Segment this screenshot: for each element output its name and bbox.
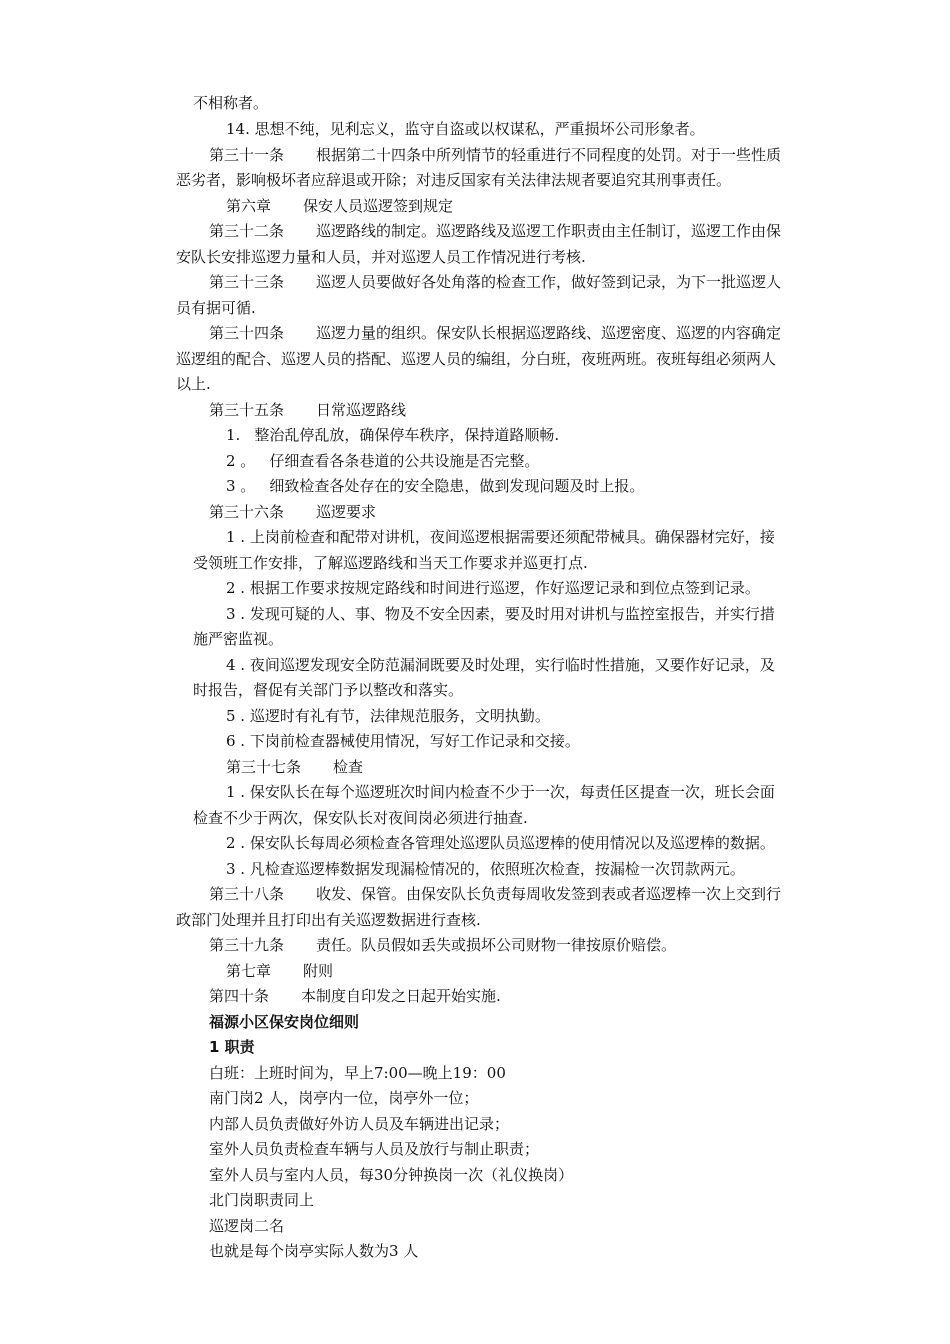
list-item: 3 。 细致检查各处存在的安全隐患，做到发现问题及时上报。	[226, 477, 645, 495]
article-31: 第三十一条 根据第二十四条中所列情节的轻重进行不同程度的处罚。对于一些性质	[209, 146, 782, 164]
text-line: 巡逻组的配合、巡逻人员的搭配、巡逻人员的编组，分白班，夜班两班。夜班每组必须两人	[176, 350, 777, 368]
text-line: 恶劣者，影响极坏者应辞退或开除；对违反国家有关法律法规者要追究其刑事责任。	[176, 171, 732, 189]
article-36: 第三十六条 巡逻要求	[209, 503, 377, 521]
text-line: 内部人员负责做好外访人员及车辆进出记录；	[209, 1115, 510, 1133]
text-line: 检查不少于两次，保安队长对夜间岗必须进行抽查.	[193, 809, 528, 827]
text-line: 室外人员与室内人员，每30分钟换岗一次（礼仪换岗）	[209, 1166, 574, 1184]
list-item: 3 . 发现可疑的人、事、物及不安全因素，要及时用对讲机与监控室报告，并实行措	[226, 605, 775, 623]
article-39: 第三十九条 责任。队员假如丢失或损坏公司财物一律按原价赔偿。	[209, 936, 677, 954]
text-line: 时报告，督促有关部门予以整改和落实。	[193, 681, 464, 699]
list-item: 1. 整治乱停乱放，确保停车秩序，保持道路顺畅.	[226, 426, 560, 444]
list-item: 1 . 上岗前检查和配带对讲机，夜间巡逻根据需要还须配带械具。确保器材完好，接	[226, 528, 775, 546]
text-line: 巡逻岗二名	[209, 1217, 285, 1235]
article-37: 第三十七条 检查	[226, 758, 364, 776]
chapter-heading: 第六章 保安人员巡逻签到规定	[226, 197, 454, 215]
list-item: 2 . 保安队长每周必须检查各管理处巡逻队员巡逻棒的使用情况以及巡逻棒的数据。	[226, 834, 775, 852]
list-item: 2 。 仔细查看各条巷道的公共设施是否完整。	[226, 452, 540, 470]
article-34: 第三十四条 巡逻力量的组织。保安队长根据巡逻路线、巡逻密度、巡逻的内容确定	[209, 324, 782, 342]
list-item: 5 . 巡逻时有礼有节，法律规范服务，文明执勤。	[226, 707, 550, 725]
text-line: 受领班工作安排，了解巡逻路线和当天工作要求并巡更打点.	[193, 554, 588, 572]
article-40: 第四十条 本制度自印发之日起开始实施.	[209, 987, 501, 1005]
text-line: 员有据可循.	[176, 299, 256, 317]
list-item: 4 . 夜间巡逻发现安全防范漏洞既要及时处理，实行临时性措施，又要作好记录，及	[226, 656, 775, 674]
list-item: 2 . 根据工作要求按规定路线和时间进行巡逻，作好巡逻记录和到位点签到记录。	[226, 579, 760, 597]
article-33: 第三十三条 巡逻人员要做好各处角落的检查工作，做好签到记录，为下一批巡逻人	[209, 273, 782, 291]
text-line: 白班：上班时间为，早上7:00—晚上19：00	[209, 1064, 506, 1082]
article-38: 第三十八条 收发、保管。由保安队长负责每周收发签到表或者巡逻棒一次上交到行	[209, 885, 782, 903]
section-subtitle: 1 职责	[209, 1038, 255, 1056]
text-line: 也就是每个岗亭实际人数为3 人	[209, 1242, 419, 1260]
text-line: 不相称者。	[193, 94, 269, 112]
article-35: 第三十五条 日常巡逻路线	[209, 401, 407, 419]
text-line: 14. 思想不纯，见利忘义，监守自盗或以权谋私，严重损坏公司形象者。	[226, 120, 705, 138]
list-item: 1 . 保安队长在每个巡逻班次时间内检查不少于一次，每责任区提查一次，班长会面	[226, 783, 775, 801]
list-item: 6 . 下岗前检查器械使用情况，写好工作记录和交接。	[226, 732, 580, 750]
text-line: 以上.	[176, 375, 211, 393]
text-line: 室外人员负责检查车辆与人员及放行与制止职责；	[209, 1140, 540, 1158]
list-item: 3 . 凡检查巡逻棒数据发现漏检情况的，依照班次检查，按漏检一次罚款两元。	[226, 860, 745, 878]
text-line: 安队长安排巡逻力量和人员，并对巡逻人员工作情况进行考核.	[176, 248, 586, 266]
text-line: 北门岗职责同上	[209, 1191, 315, 1209]
chapter-heading: 第七章 附则	[226, 962, 334, 980]
section-title: 福源小区保安岗位细则	[209, 1013, 360, 1031]
text-line: 政部门处理并且打印出有关巡逻数据进行查核.	[176, 911, 481, 929]
article-32: 第三十二条 巡逻路线的制定。巡逻路线及巡逻工作职责由主任制订，巡逻工作由保	[209, 222, 782, 240]
text-line: 施严密监视。	[193, 630, 284, 648]
text-line: 南门岗2 人，岗亭内一位，岗亭外一位；	[209, 1089, 479, 1107]
